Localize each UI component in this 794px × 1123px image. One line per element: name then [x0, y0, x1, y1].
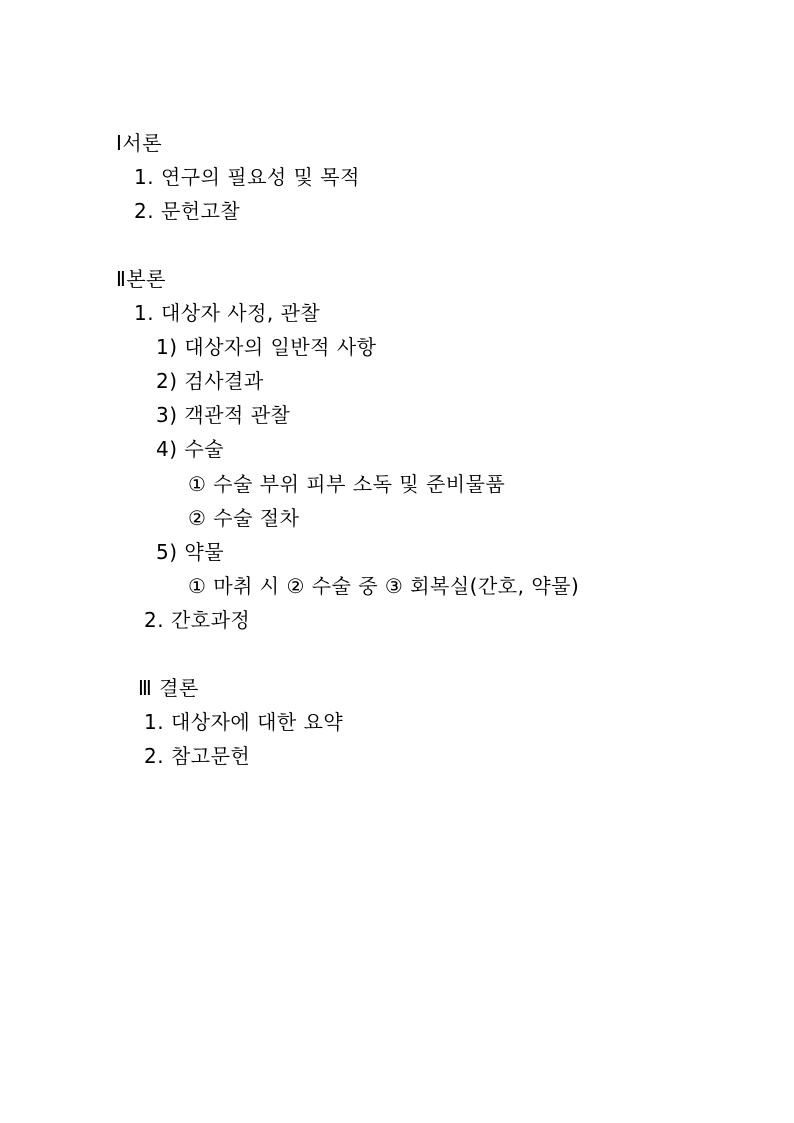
- body-sub-objective-observation: 3) 객관적 관찰: [156, 403, 291, 427]
- body-sub-general-info: 1) 대상자의 일반적 사항: [156, 335, 377, 359]
- conclusion-item-summary: 1. 대상자에 대한 요약: [144, 710, 344, 734]
- body-item-nursing-process: 2. 간호과정: [144, 608, 251, 632]
- body-sub-surgery: 4) 수술: [156, 437, 225, 461]
- body-sub-surgery-procedure: ② 수술 절차: [188, 506, 300, 530]
- body-item-assessment: 1. 대상자 사정, 관찰: [134, 301, 321, 325]
- intro-item-purpose: 1. 연구의 필요성 및 목적: [134, 165, 360, 189]
- body-sub-test-results: 2) 검사결과: [156, 369, 264, 393]
- section-heading-conclusion: Ⅲ 결론: [138, 676, 199, 700]
- section-heading-introduction: Ⅰ서론: [116, 131, 163, 155]
- body-sub-medication-phases: ① 마취 시 ② 수술 중 ③ 회복실(간호, 약물): [188, 574, 580, 598]
- body-sub-medication: 5) 약물: [156, 540, 225, 564]
- conclusion-item-references: 2. 참고문헌: [144, 744, 251, 768]
- body-sub-surgery-prep: ① 수술 부위 피부 소독 및 준비물품: [188, 472, 506, 496]
- section-heading-body: Ⅱ본론: [116, 267, 166, 291]
- intro-item-literature-review: 2. 문헌고찰: [134, 199, 241, 223]
